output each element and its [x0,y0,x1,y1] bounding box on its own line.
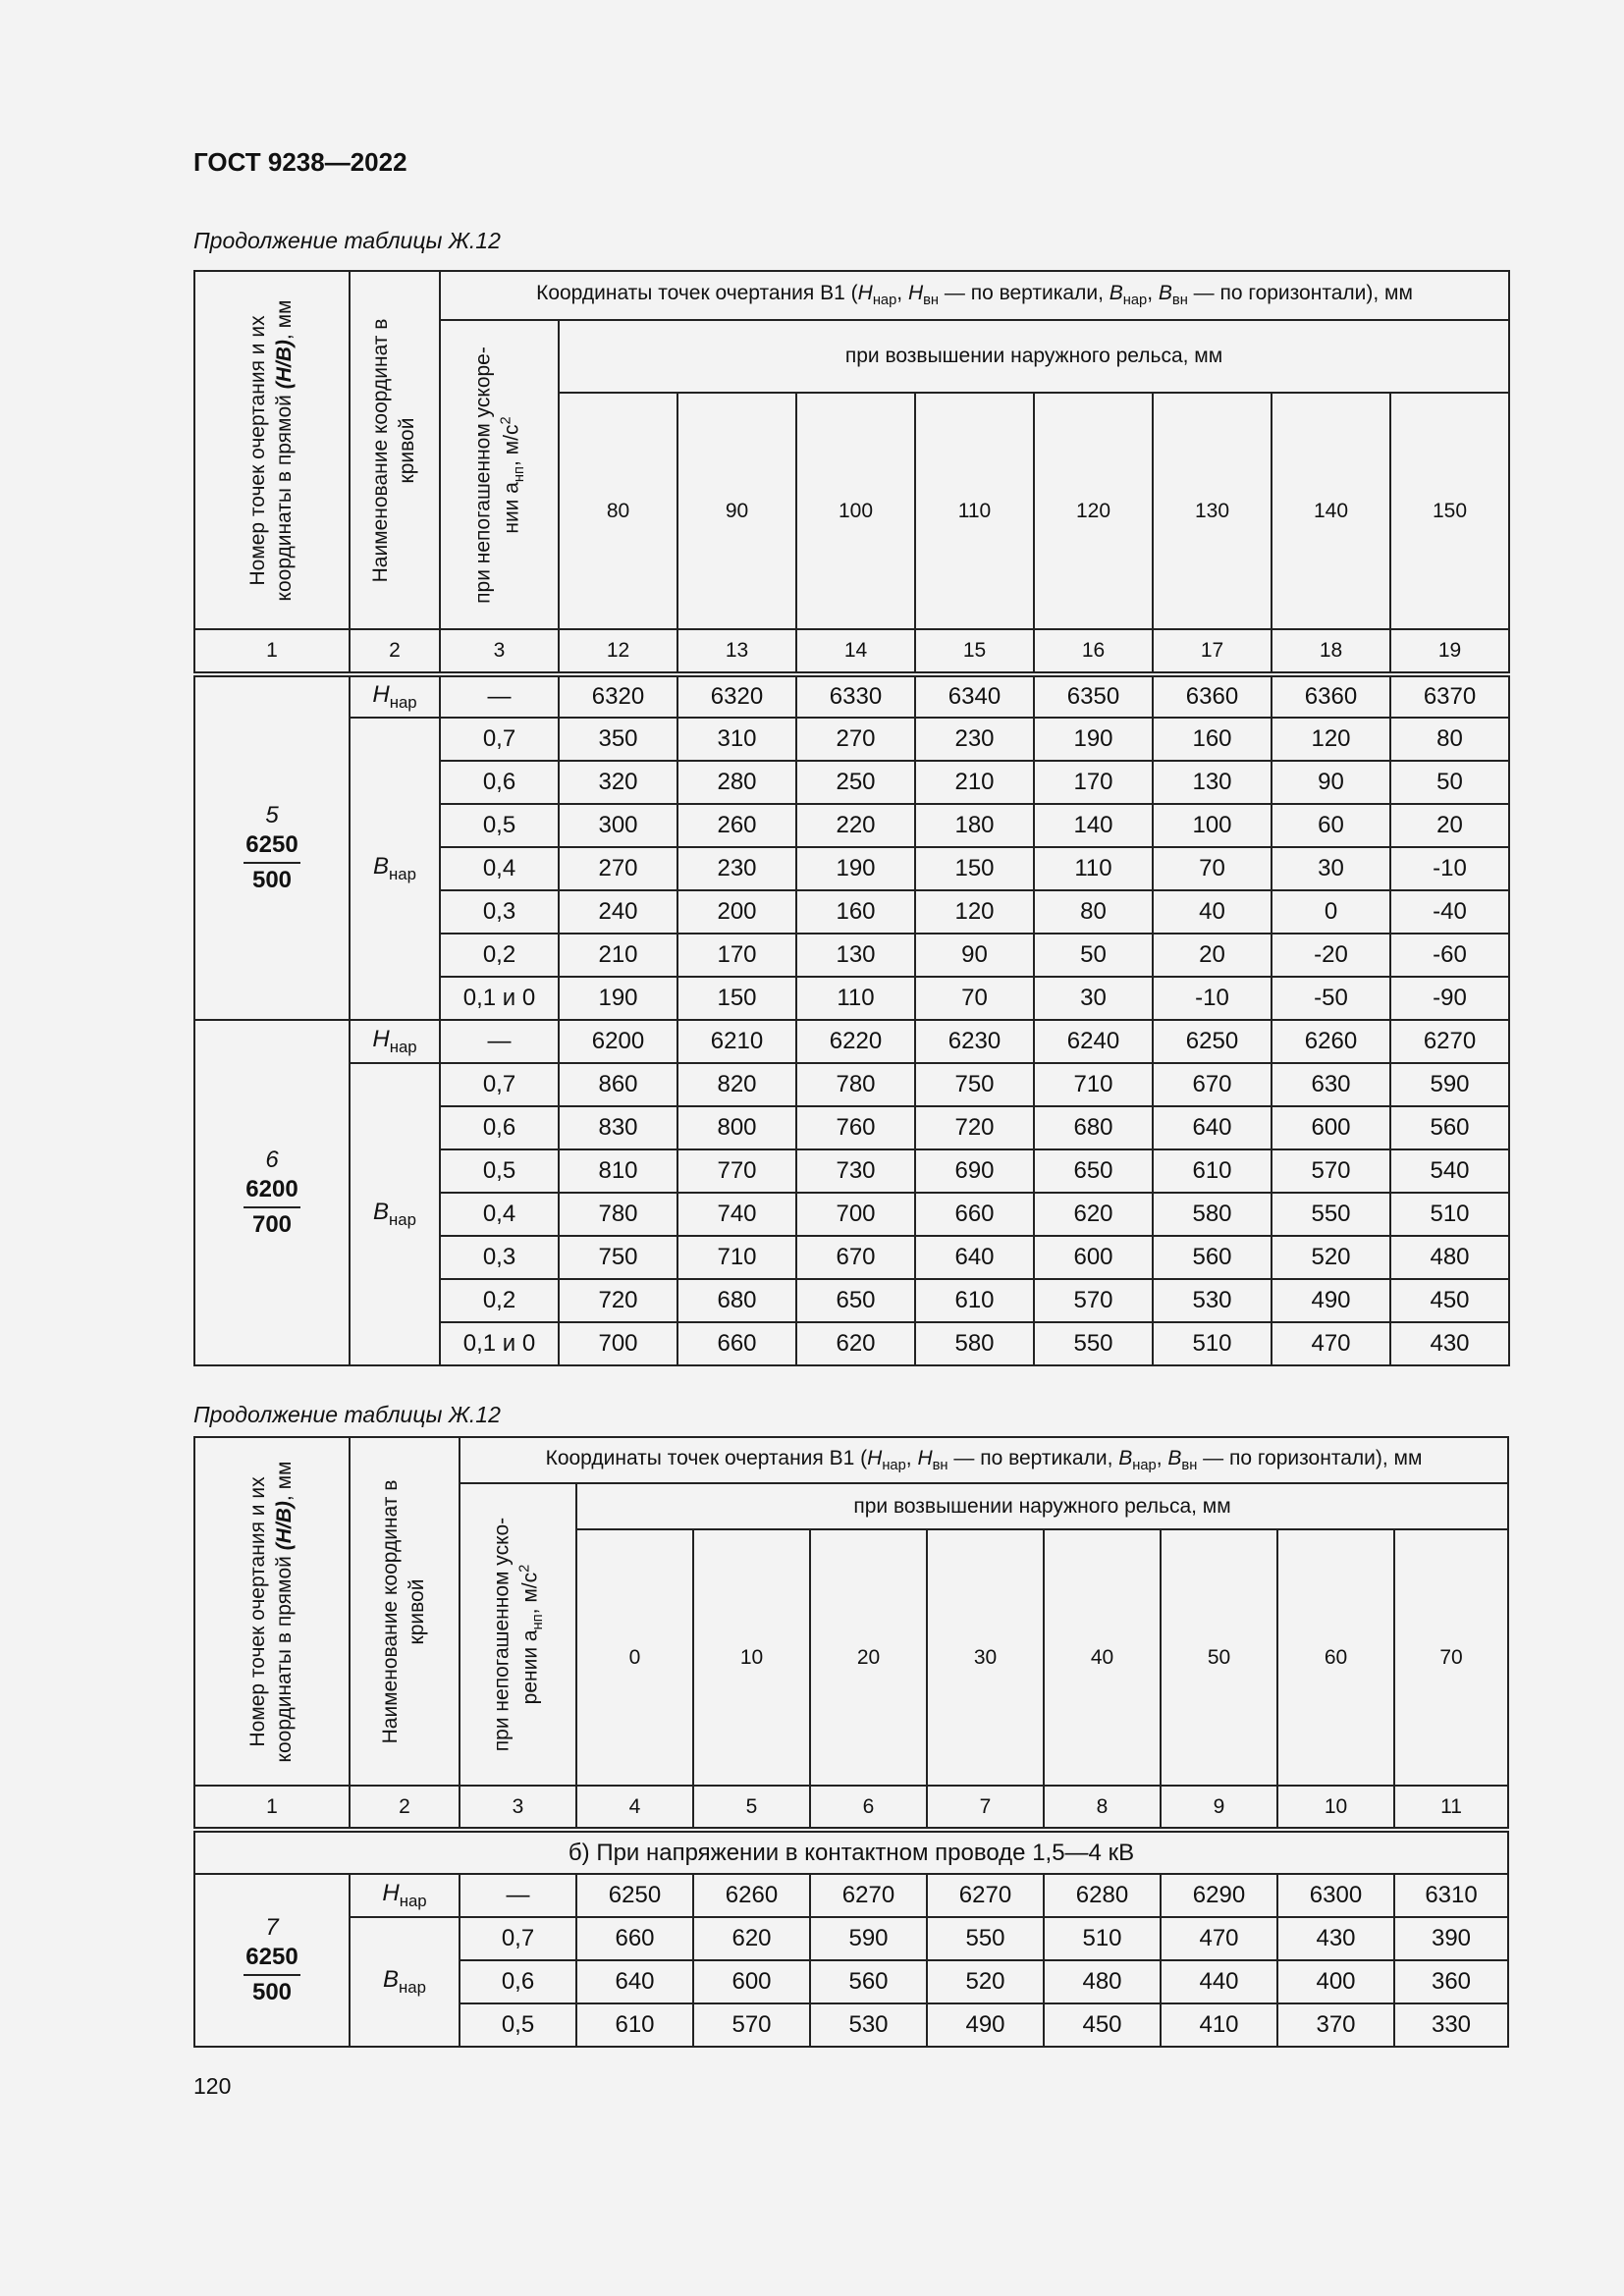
value-cell: 550 [1272,1193,1390,1236]
column-number: 16 [1034,629,1153,674]
value-cell: 780 [796,1063,915,1106]
table-row [194,718,1509,761]
value-cell: 170 [1034,761,1153,804]
t1-col3-sub: нп [511,465,527,482]
value-cell: 610 [1153,1149,1272,1193]
point-b-value: 700 [251,1211,293,1238]
point-h-value: 6250 [245,831,298,858]
table-row [194,674,1509,718]
column-number: 2 [350,1786,460,1830]
value-cell: 70 [1153,847,1272,890]
value-cell: 140 [1034,804,1153,847]
column-number: 1 [194,629,350,674]
column-number: 1 [194,1786,350,1830]
value-cell: 700 [796,1193,915,1236]
value-cell: 690 [915,1149,1034,1193]
t1-col2-label: Наименование координат в кривой [369,318,418,582]
t1-frac: (H/B) [273,339,297,389]
value-cell: 90 [915,934,1034,977]
value-cell: 410 [1161,2003,1277,2047]
value-cell: 520 [1272,1236,1390,1279]
t2-group-title: Координаты точек очертания В1 ($H_{нар}$, $H_{вн}$ — по вертикали, $В_{нар}$, $В_{вн}$ — по горизонтали), мм [460,1437,1508,1483]
value-cell: 530 [810,2003,927,2047]
t2-col2-label: Наименование координат в кривой [379,1479,428,1743]
value-cell: 280 [677,761,796,804]
value-cell: -10 [1390,847,1509,890]
column-number: 11 [1394,1786,1508,1830]
value-cell: 390 [1394,1917,1508,1960]
value-cell: 6370 [1390,674,1509,718]
t1-col3-sup: 2 [497,415,514,425]
t2-col1-label: Номер точек очертания и их координаты в прямой [246,1475,296,1762]
value-cell: 830 [559,1106,677,1149]
point-b-value: 500 [251,1979,293,2005]
value-cell: -90 [1390,977,1509,1020]
b-label: B [373,1199,390,1226]
value-cell: 430 [1277,1917,1394,1960]
point-h-value: 6200 [245,1176,298,1202]
h-label-sub: нар [389,692,417,712]
value-cell: 6220 [796,1020,915,1063]
accel-cell: 0,5 [440,804,559,847]
value-cell: 130 [796,934,915,977]
value-cell: 610 [915,1279,1034,1322]
value-cell: 80 [1390,718,1509,761]
value-cell: 560 [810,1960,927,2003]
value-cell: 150 [915,847,1034,890]
value-cell: 210 [915,761,1034,804]
value-cell: 190 [796,847,915,890]
elevation-header: 80 [559,393,677,629]
value-cell: 550 [927,1917,1044,1960]
t1-col1-header [194,271,350,629]
value-cell: 620 [796,1322,915,1365]
table1-caption: Продолжение таблицы Ж.12 [193,228,501,253]
table-row [194,1063,1509,1106]
value-cell: 220 [796,804,915,847]
value-cell: 6330 [796,674,915,718]
point-cell [194,674,350,1020]
value-cell: 300 [559,804,677,847]
accel-cell: 0,7 [460,1917,576,1960]
h-label-cell [350,1020,440,1063]
value-cell: 660 [915,1193,1034,1236]
value-cell: 100 [1153,804,1272,847]
b-label-cell [350,1917,460,2047]
b-label: B [373,853,390,881]
value-cell: 480 [1044,1960,1161,2003]
value-cell: 780 [559,1193,677,1236]
value-cell: 740 [677,1193,796,1236]
value-cell: 6240 [1034,1020,1153,1063]
elevation-header: 50 [1161,1529,1277,1786]
elevation-header: 30 [927,1529,1044,1786]
value-cell: 640 [1153,1106,1272,1149]
t1-col3-header [440,320,559,629]
value-cell: 160 [796,890,915,934]
accel-cell: 0,4 [440,1193,559,1236]
t2-frac-bottom: B [273,1507,297,1522]
h-label: H [382,1880,400,1907]
accel-cell: 0,1 и 0 [440,1322,559,1365]
value-cell: 150 [677,977,796,1020]
t2-subgroup: при возвышении наружного рельса, мм [576,1483,1508,1529]
fraction-line [244,1974,300,1976]
elevation-header: 130 [1153,393,1272,629]
column-number: 19 [1390,629,1509,674]
t1-col1-label: Номер точек очертания и их координаты в прямой [246,314,296,601]
value-cell: 6320 [677,674,796,718]
value-cell: 580 [1153,1193,1272,1236]
t1-col3-label: при непогашенном ускоре-нии а [471,346,522,604]
value-cell: 550 [1034,1322,1153,1365]
point-b-value: 500 [251,867,293,893]
column-number: 10 [1277,1786,1394,1830]
t2-col3-header [460,1483,576,1786]
value-cell: 230 [915,718,1034,761]
value-cell: 50 [1390,761,1509,804]
b-label-sub: нар [399,1977,426,1997]
value-cell: 670 [1153,1063,1272,1106]
b-label-sub: нар [389,1209,416,1229]
value-cell: 600 [693,1960,810,2003]
fraction-line [244,862,300,864]
t2-col3-sup: 2 [515,1564,532,1573]
value-cell: 190 [1034,718,1153,761]
elevation-header: 20 [810,1529,927,1786]
h-label-cell [350,1874,460,1917]
value-cell: 6260 [693,1874,810,1917]
t1-frac-top: H [273,366,297,382]
b-label-cell [350,1063,440,1365]
value-cell: 70 [915,977,1034,1020]
value-cell: 6250 [576,1874,693,1917]
value-cell: 6310 [1394,1874,1508,1917]
h-label: H [372,681,390,709]
value-cell: 180 [915,804,1034,847]
value-cell: 590 [810,1917,927,1960]
value-cell: 600 [1272,1106,1390,1149]
value-cell: -20 [1272,934,1390,977]
value-cell: 470 [1161,1917,1277,1960]
value-cell: 560 [1153,1236,1272,1279]
value-cell: 440 [1161,1960,1277,2003]
value-cell: 860 [559,1063,677,1106]
t2-col3-sub: нп [529,1614,546,1630]
value-cell: 110 [1034,847,1153,890]
value-cell: 510 [1044,1917,1161,1960]
t2-col1-header [194,1437,350,1786]
value-cell: 50 [1034,934,1153,977]
value-cell: 320 [559,761,677,804]
value-cell: 620 [693,1917,810,1960]
value-cell: 30 [1034,977,1153,1020]
value-cell: 360 [1394,1960,1508,2003]
value-cell: 6250 [1153,1020,1272,1063]
t1-col2-header [350,271,440,629]
value-cell: 310 [677,718,796,761]
t2-col3-unit: , м/с [517,1572,541,1615]
value-cell: 710 [1034,1063,1153,1106]
value-cell: 470 [1272,1322,1390,1365]
value-cell: 650 [796,1279,915,1322]
value-cell: 680 [1034,1106,1153,1149]
h-label-cell [350,674,440,718]
t1-frac-bottom: B [273,346,297,361]
value-cell: 6360 [1272,674,1390,718]
accel-cell: 0,6 [440,1106,559,1149]
accel-cell: 0,7 [440,718,559,761]
table1 [193,270,1510,1366]
value-cell: 650 [1034,1149,1153,1193]
accel-cell: 0,6 [460,1960,576,2003]
value-cell: 6270 [1390,1020,1509,1063]
value-cell: 400 [1277,1960,1394,2003]
value-cell: 250 [796,761,915,804]
value-cell: 170 [677,934,796,977]
value-cell: 670 [796,1236,915,1279]
value-cell: 640 [915,1236,1034,1279]
value-cell: 6300 [1277,1874,1394,1917]
column-number: 6 [810,1786,927,1830]
value-cell: 720 [559,1279,677,1322]
column-number: 5 [693,1786,810,1830]
h-label: H [372,1026,390,1053]
value-cell: 640 [576,1960,693,2003]
column-number: 3 [440,629,559,674]
accel-cell: — [460,1874,576,1917]
b-label-cell [350,718,440,1020]
value-cell: 430 [1390,1322,1509,1365]
h-label-sub: нар [389,1037,417,1056]
fraction-line [244,1206,300,1208]
value-cell: 560 [1390,1106,1509,1149]
value-cell: 190 [559,977,677,1020]
value-cell: 610 [576,2003,693,2047]
accel-cell: — [440,674,559,718]
value-cell: 520 [927,1960,1044,2003]
value-cell: 370 [1277,2003,1394,2047]
b-label: B [383,1966,400,1994]
column-number: 18 [1272,629,1390,674]
h-label-sub: нар [399,1891,427,1910]
value-cell: 750 [915,1063,1034,1106]
value-cell: 60 [1272,804,1390,847]
value-cell: 620 [1034,1193,1153,1236]
elevation-header: 100 [796,393,915,629]
value-cell: 6270 [810,1874,927,1917]
elevation-header: 120 [1034,393,1153,629]
t2-col2-header [350,1437,460,1786]
value-cell: 590 [1390,1063,1509,1106]
point-number: 5 [265,802,279,828]
value-cell: 30 [1272,847,1390,890]
value-cell: 240 [559,890,677,934]
column-number: 7 [927,1786,1044,1830]
t1-col3-unit: , м/с [499,424,522,466]
value-cell: 490 [927,2003,1044,2047]
value-cell: 700 [559,1322,677,1365]
point-h-value: 6250 [245,1944,298,1970]
value-cell: 510 [1153,1322,1272,1365]
column-number: 15 [915,629,1034,674]
value-cell: 490 [1272,1279,1390,1322]
column-number: 13 [677,629,796,674]
elevation-header: 150 [1390,393,1509,629]
point-cell [194,1874,350,2047]
table2 [193,1436,1509,2048]
point-cell [194,1020,350,1365]
value-cell: 6200 [559,1020,677,1063]
value-cell: 6350 [1034,674,1153,718]
value-cell: 120 [1272,718,1390,761]
column-number: 17 [1153,629,1272,674]
value-cell: 40 [1153,890,1272,934]
value-cell: 450 [1390,1279,1509,1322]
elevation-header: 140 [1272,393,1390,629]
value-cell: 660 [677,1322,796,1365]
accel-cell: 0,5 [460,2003,576,2047]
accel-cell: 0,6 [440,761,559,804]
value-cell: 210 [559,934,677,977]
column-number: 12 [559,629,677,674]
value-cell: 680 [677,1279,796,1322]
value-cell: 800 [677,1106,796,1149]
value-cell: 750 [559,1236,677,1279]
value-cell: 530 [1153,1279,1272,1322]
value-cell: -50 [1272,977,1390,1020]
point-number: 6 [265,1147,279,1173]
point-number: 7 [265,1914,279,1941]
page-number: 120 [193,2073,232,2099]
value-cell: -40 [1390,890,1509,934]
t1-subgroup: при возвышении наружного рельса, мм [559,320,1509,393]
value-cell: 130 [1153,761,1272,804]
value-cell: 570 [1272,1149,1390,1193]
value-cell: 540 [1390,1149,1509,1193]
table2-caption: Продолжение таблицы Ж.12 [193,1402,501,1427]
value-cell: 270 [559,847,677,890]
value-cell: 0 [1272,890,1390,934]
value-cell: 720 [915,1106,1034,1149]
value-cell: 6290 [1161,1874,1277,1917]
value-cell: 20 [1153,934,1272,977]
accel-cell: 0,2 [440,934,559,977]
accel-cell: 0,7 [440,1063,559,1106]
value-cell: 90 [1272,761,1390,804]
elevation-header: 10 [693,1529,810,1786]
value-cell: 6230 [915,1020,1034,1063]
accel-cell: 0,5 [440,1149,559,1193]
value-cell: 570 [1034,1279,1153,1322]
accel-cell: 0,3 [440,890,559,934]
column-number: 2 [350,629,440,674]
column-number: 9 [1161,1786,1277,1830]
value-cell: 770 [677,1149,796,1193]
value-cell: 730 [796,1149,915,1193]
value-cell: 20 [1390,804,1509,847]
value-cell: 710 [677,1236,796,1279]
value-cell: 350 [559,718,677,761]
elevation-header: 60 [1277,1529,1394,1786]
table-row [194,1020,1509,1063]
t2-frac-top: H [273,1527,297,1543]
value-cell: -10 [1153,977,1272,1020]
value-cell: 270 [796,718,915,761]
value-cell: 510 [1390,1193,1509,1236]
t2-frac: (H/B) [273,1500,297,1550]
t2-section-title: б) При напряжении в контактном проводе 1,5—4 кВ [194,1830,1508,1874]
accel-cell: 0,2 [440,1279,559,1322]
value-cell: 580 [915,1322,1034,1365]
t1-group-title: Координаты точек очертания В1 ($H_{нар}$, $H_{вн}$ — по вертикали, $В_{нар}$, $В_{вн}$ — по горизонтали), мм [440,271,1509,320]
value-cell: 160 [1153,718,1272,761]
column-number: 3 [460,1786,576,1830]
accel-cell: 0,1 и 0 [440,977,559,1020]
value-cell: 600 [1034,1236,1153,1279]
value-cell: 6270 [927,1874,1044,1917]
value-cell: 6340 [915,674,1034,718]
value-cell: 450 [1044,2003,1161,2047]
value-cell: 6320 [559,674,677,718]
t2-col3-label: при непогашенном уско-рении а [490,1517,541,1752]
table-row [194,1874,1508,1917]
value-cell: 330 [1394,2003,1508,2047]
column-number: 4 [576,1786,693,1830]
table-row [194,1917,1508,1960]
value-cell: 6260 [1272,1020,1390,1063]
value-cell: 820 [677,1063,796,1106]
value-cell: 480 [1390,1236,1509,1279]
value-cell: 630 [1272,1063,1390,1106]
elevation-header: 40 [1044,1529,1161,1786]
value-cell: 760 [796,1106,915,1149]
column-number: 14 [796,629,915,674]
elevation-header: 0 [576,1529,693,1786]
value-cell: 110 [796,977,915,1020]
value-cell: -60 [1390,934,1509,977]
document-title: ГОСТ 9238—2022 [193,147,407,177]
elevation-header: 90 [677,393,796,629]
value-cell: 660 [576,1917,693,1960]
value-cell: 200 [677,890,796,934]
value-cell: 6210 [677,1020,796,1063]
column-number: 8 [1044,1786,1161,1830]
value-cell: 810 [559,1149,677,1193]
value-cell: 570 [693,2003,810,2047]
accel-cell: — [440,1020,559,1063]
value-cell: 230 [677,847,796,890]
value-cell: 80 [1034,890,1153,934]
b-label-sub: нар [389,864,416,883]
value-cell: 6360 [1153,674,1272,718]
accel-cell: 0,3 [440,1236,559,1279]
t1-col1-unit: , мм [272,299,296,340]
value-cell: 120 [915,890,1034,934]
value-cell: 260 [677,804,796,847]
accel-cell: 0,4 [440,847,559,890]
value-cell: 6280 [1044,1874,1161,1917]
elevation-header: 110 [915,393,1034,629]
t2-col1-unit: , мм [272,1461,296,1501]
elevation-header: 70 [1394,1529,1508,1786]
